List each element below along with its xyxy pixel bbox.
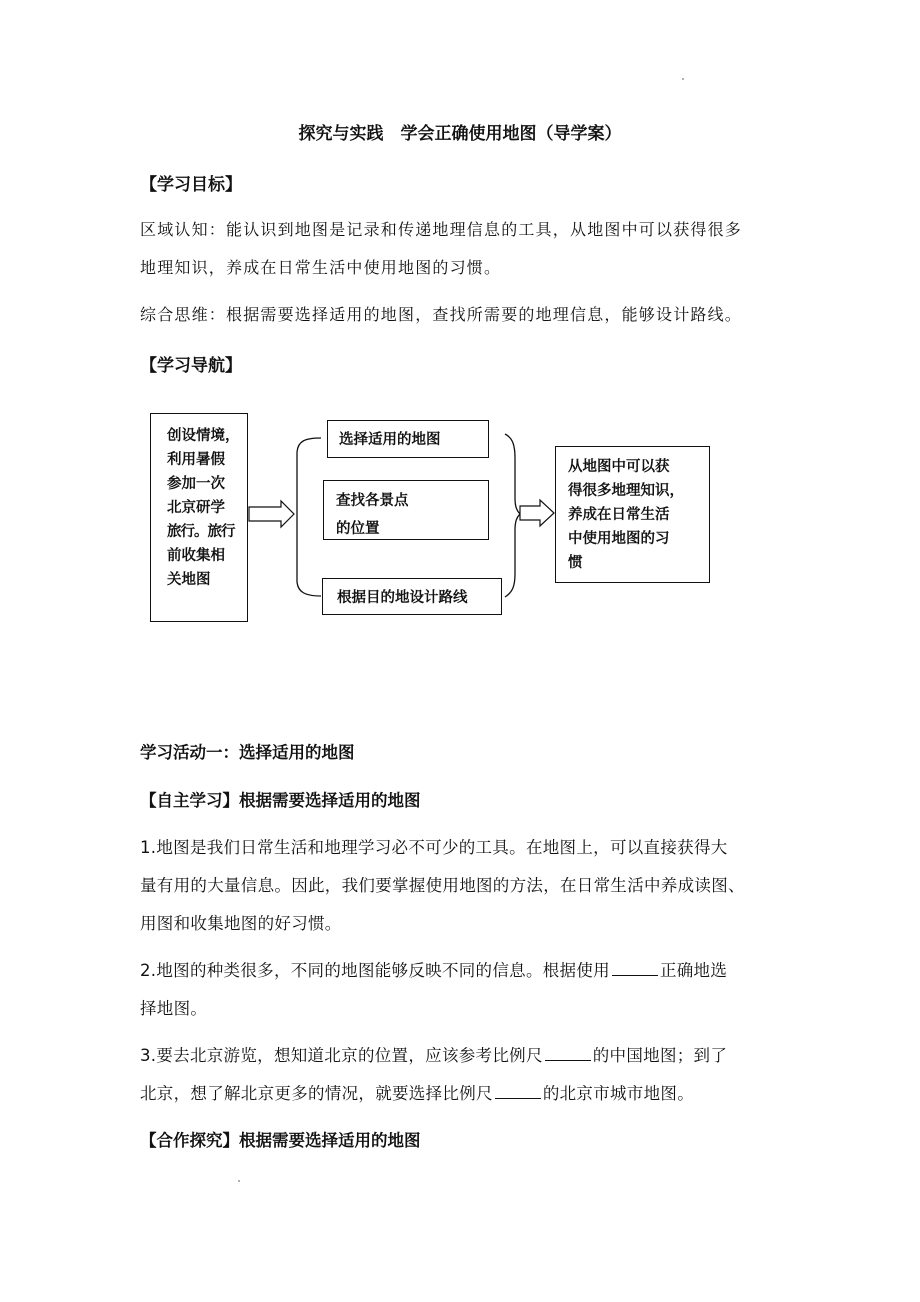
start-line-1: 创设情境， [167,427,240,444]
item-3-text-d: 的北京市城市地图。 [542,1084,695,1103]
start-line-4: 北京研学 [167,499,225,516]
step-find-locations-line-2: 的位置 [336,520,380,537]
start-scenario-box [150,413,248,622]
answer-blank-3[interactable] [495,1082,541,1099]
page-title: 探究与实践 学会正确使用地图（导学案） [298,124,622,144]
objective-2: 综合思维：根据需要选择适用的地图，查找所需要的地理信息，能够设计路线。 [140,305,743,324]
answer-blank-2[interactable] [545,1044,591,1061]
item-2-text-b: 正确地选 [659,961,728,980]
result-line-4: 中使用地图的习 [568,530,670,547]
objective-1-line-1: 区域认知：能认识到地图是记录和传递地理信息的工具，从地图中可以获得很多 [140,220,743,239]
answer-blank-1[interactable] [612,959,658,976]
objective-1-line-2: 地理知识，养成在日常生活中使用地图的习惯。 [140,258,502,277]
self-study-heading: 【自主学习】根据需要选择适用的地图 [140,791,421,810]
hollow-arrow-icon [249,501,294,527]
start-line-3: 参加一次 [167,475,225,492]
step-choose-map: 选择适用的地图 [339,431,441,448]
item-3-line-2 [140,1080,694,1104]
item-1-line-1: 1.地图是我们日常生活和地理学习必不可少的工具。在地图上，可以直接获得大 [140,838,728,857]
item-2-line-1 [140,957,727,981]
start-line-5: 旅行。旅行 [167,523,235,540]
start-line-7: 关地图 [167,571,211,588]
start-line-2: 利用暑假 [167,451,225,468]
right-brace-icon [505,434,520,597]
objectives-heading: 【学习目标】 [140,175,242,195]
item-3-line-1 [140,1042,727,1066]
result-box [555,446,710,583]
activity-heading: 学习活动一：选择适用的地图 [140,743,355,762]
item-2-line-2: 择地图。 [140,999,208,1018]
result-line-5: 惯 [568,554,583,571]
item-3-text-b: 的中国地图；到了 [592,1046,728,1065]
hollow-arrow-icon-2 [520,500,554,526]
coop-heading: 【合作探究】根据需要选择适用的地图 [140,1131,421,1150]
step-choose-map-box [327,420,489,458]
start-line-6: 前收集相 [167,547,225,564]
item-2-text-a: 2.地图的种类很多，不同的地图能够反映不同的信息。根据使用 [140,961,610,980]
left-brace-icon [297,438,321,596]
step-find-locations-line-1: 查找各景点 [336,492,409,509]
item-1-line-2: 量有用的大量信息。因此，我们要掌握使用地图的方法，在日常生活中养成读图、 [140,876,745,895]
navigation-heading: 【学习导航】 [140,356,242,376]
item-3-text-c: 北京，想了解北京更多的情况，就要选择比例尺 [140,1084,493,1103]
step-design-route-box [322,578,502,615]
scan-speck-2 [238,1180,240,1182]
result-line-3: 养成在日常生活 [568,506,670,523]
item-1-line-3: 用图和收集地图的好习惯。 [140,914,342,933]
step-find-locations-box [323,480,489,540]
result-line-1: 从地图中可以获 [568,458,670,475]
step-design-route: 根据目的地设计路线 [337,589,468,606]
result-line-2: 得很多地理知识， [568,482,684,499]
item-3-text-a: 3.要去北京游览，想知道北京的位置，应该参考比例尺 [140,1046,543,1065]
